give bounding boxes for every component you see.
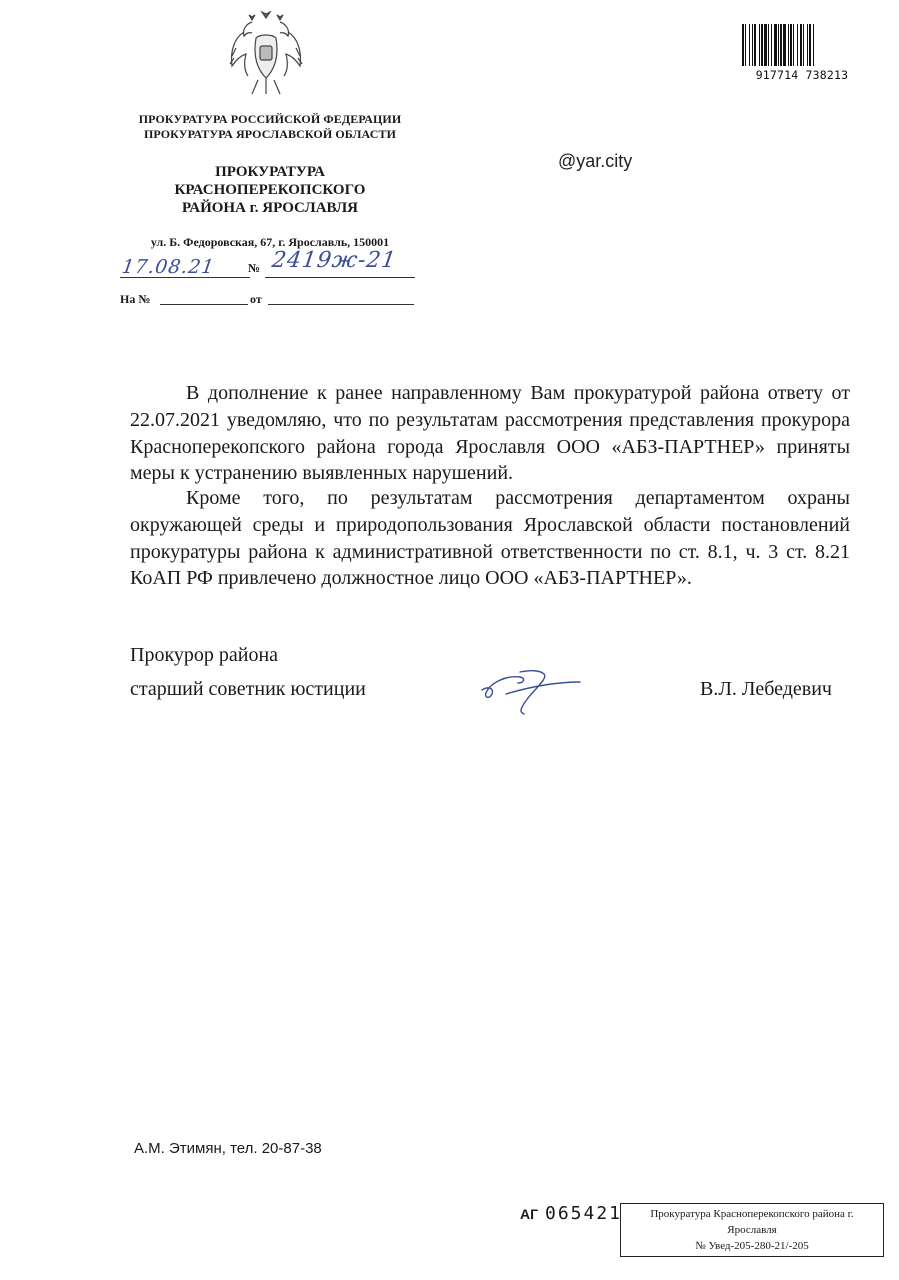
handwritten-signature [476,660,586,716]
number-line [265,277,415,278]
serial-number: 065421 [545,1203,623,1224]
signer-rank: старший советник юстиции [130,678,366,700]
reference-date-line [268,304,414,305]
handwritten-date: 17.08.21 [120,256,217,278]
reference-from-label: от [250,292,262,306]
recipient-email: @yar.city [558,151,633,171]
executor-contact: А.М. Этимян, тел. 20-87-38 [134,1140,322,1157]
barcode-number: 917714 738213 [755,68,849,82]
office-title-line-2: КРАСНОПЕРЕКОПСКОГО [174,182,366,198]
body-paragraph-1-block [130,380,850,487]
body-paragraph-2-block [130,485,850,592]
org-line-region: ПРОКУРАТУРА ЯРОСЛАВСКОЙ ОБЛАСТИ [143,127,397,141]
stamp-line-3: № Увед-205-280-21/-205 [695,1240,809,1252]
body-paragraph-2: Кроме того, по результатам рассмотрения департаментом охраны окружающей среды и природопользования Ярославской области постановлений прокуратуры района к административной ответственности по ст. 8.1, ч. 3 ст. 8.21 КоАП РФ привлечено должностное лицо ООО «АБЗ-ПАРТНЕР». [130,487,850,590]
registration-stamp [620,1203,884,1257]
serial-prefix: АГ [520,1206,539,1222]
office-title-line-3: РАЙОНА г. ЯРОСЛАВЛЯ [182,200,358,216]
office-title-line-1: ПРОКУРАТУРА [215,164,325,180]
stamp-line-1: Прокуратура Красноперекопского района г. [650,1208,854,1220]
signer-name: В.Л. Лебедевич [700,678,832,700]
reference-label: На № [120,292,151,306]
reference-number-line [160,304,248,305]
number-sign: № [248,261,261,275]
coat-of-arms-icon [228,8,304,104]
org-line-federation: ПРОКУРАТУРА РОССИЙСКОЙ ФЕДЕРАЦИИ [138,112,402,126]
stamp-line-2: Ярославля [727,1224,777,1236]
body-paragraph-1: В дополнение к ранее направленному Вам прокуратурой района ответу от 22.07.2021 уведомляю, что по результатам рассмотрения представления прокурора Красноперекопского района города Ярославля ООО «АБЗ-ПАРТНЕР» приняты меры к устранению выявленных нарушений. [130,382,850,485]
signer-position: Прокурор района [130,644,279,666]
office-address: ул. Б. Федоровская, 67, г. Ярославль, 150001 [150,235,390,249]
handwritten-number: 2419ж-21 [270,248,399,273]
